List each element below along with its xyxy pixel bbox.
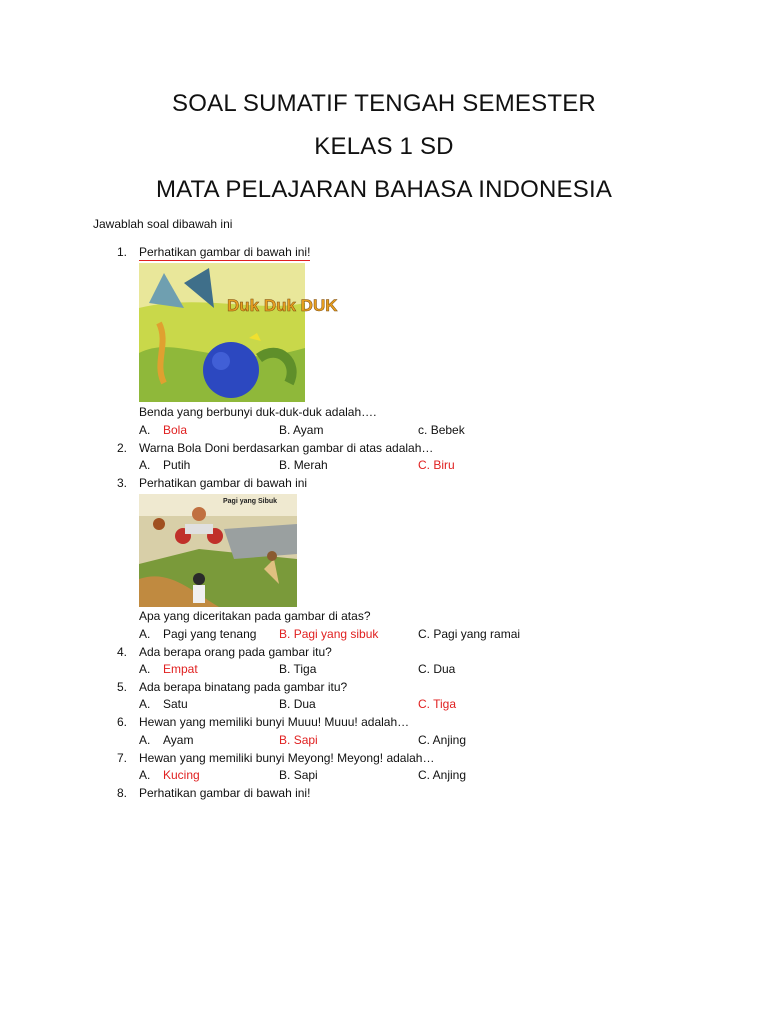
option-a[interactable]: A. Ayam — [139, 733, 194, 747]
question-2-text: Warna Bola Doni berdasarkan gambar di atas adalah… — [139, 441, 434, 455]
option-b[interactable]: B. Tiga — [279, 662, 317, 676]
question-number: 6. — [117, 715, 128, 729]
question-4-text: Ada berapa orang pada gambar itu? — [139, 645, 332, 659]
ball-illustration — [139, 263, 338, 402]
question-6-text: Hewan yang memiliki bunyi Muuu! Muuu! adalah… — [139, 715, 410, 729]
option-c[interactable]: C. Pagi yang ramai — [418, 627, 521, 641]
option-a[interactable]: A. Bola — [139, 423, 188, 437]
question-number: 2. — [117, 441, 128, 455]
question-8-text: Perhatikan gambar di bawah ini! — [139, 786, 311, 800]
busy-morning-picture — [139, 494, 297, 607]
question-1-text: Perhatikan gambar di bawah ini! — [139, 245, 311, 259]
option-c-correct[interactable]: C. Tiga — [418, 697, 457, 711]
option-b-correct[interactable]: B. Pagi yang sibuk — [279, 627, 379, 641]
option-b[interactable]: B. Ayam — [279, 423, 324, 437]
question-number: 5. — [117, 680, 128, 694]
question-number: 4. — [117, 645, 128, 659]
option-a[interactable]: A. Putih — [139, 458, 191, 472]
doc-subject: MATA PELAJARAN BAHASA INDONESIA — [155, 176, 613, 203]
option-b-correct[interactable]: B. Sapi — [279, 733, 318, 747]
question-3-text: Perhatikan gambar di bawah ini — [139, 476, 308, 490]
option-a-correct[interactable]: A. Kucing — [139, 768, 200, 782]
option-a[interactable]: A. Satu — [139, 697, 188, 711]
question-text — [139, 245, 310, 259]
option-c-correct[interactable]: C. Biru — [418, 458, 455, 472]
question-number: 3. — [117, 476, 128, 490]
option-c[interactable]: C. Anjing — [418, 733, 467, 747]
option-b[interactable]: B. Sapi — [279, 768, 318, 782]
question-number: 8. — [117, 786, 128, 800]
question-5-text: Ada berapa binatang pada gambar itu? — [139, 680, 348, 694]
picture-title: Pagi yang Sibuk — [223, 498, 278, 505]
question-1-sub: Benda yang berbunyi duk-duk-duk adalah…. — [139, 405, 377, 419]
busy-morning-illustration — [139, 494, 297, 607]
option-c[interactable]: c. Bebek — [418, 423, 465, 437]
doc-class: KELAS 1 SD — [314, 133, 454, 160]
option-c[interactable]: C. Dua — [418, 662, 456, 676]
option-a[interactable]: A. Pagi yang tenang — [139, 627, 257, 641]
ball-sound-text: Duk Duk DUK — [227, 296, 338, 315]
option-b[interactable]: B. Dua — [279, 697, 316, 711]
answer-correct: Bola — [163, 423, 188, 437]
question-number: 7. — [117, 751, 128, 765]
ball-picture — [139, 263, 338, 402]
question-3-sub: Apa yang diceritakan pada gambar di atas? — [139, 609, 371, 623]
option-c[interactable]: C. Anjing — [418, 768, 467, 782]
instructions: Jawablah soal dibawah ini — [93, 217, 233, 231]
doc-title: SOAL SUMATIF TENGAH SEMESTER — [172, 90, 596, 117]
option-b[interactable]: B. Merah — [279, 458, 328, 472]
option-a-correct[interactable]: A. Empat — [139, 662, 198, 676]
question-number: 1. — [117, 245, 128, 259]
question-7-text: Hewan yang memiliki bunyi Meyong! Meyong! adalah… — [139, 751, 435, 765]
